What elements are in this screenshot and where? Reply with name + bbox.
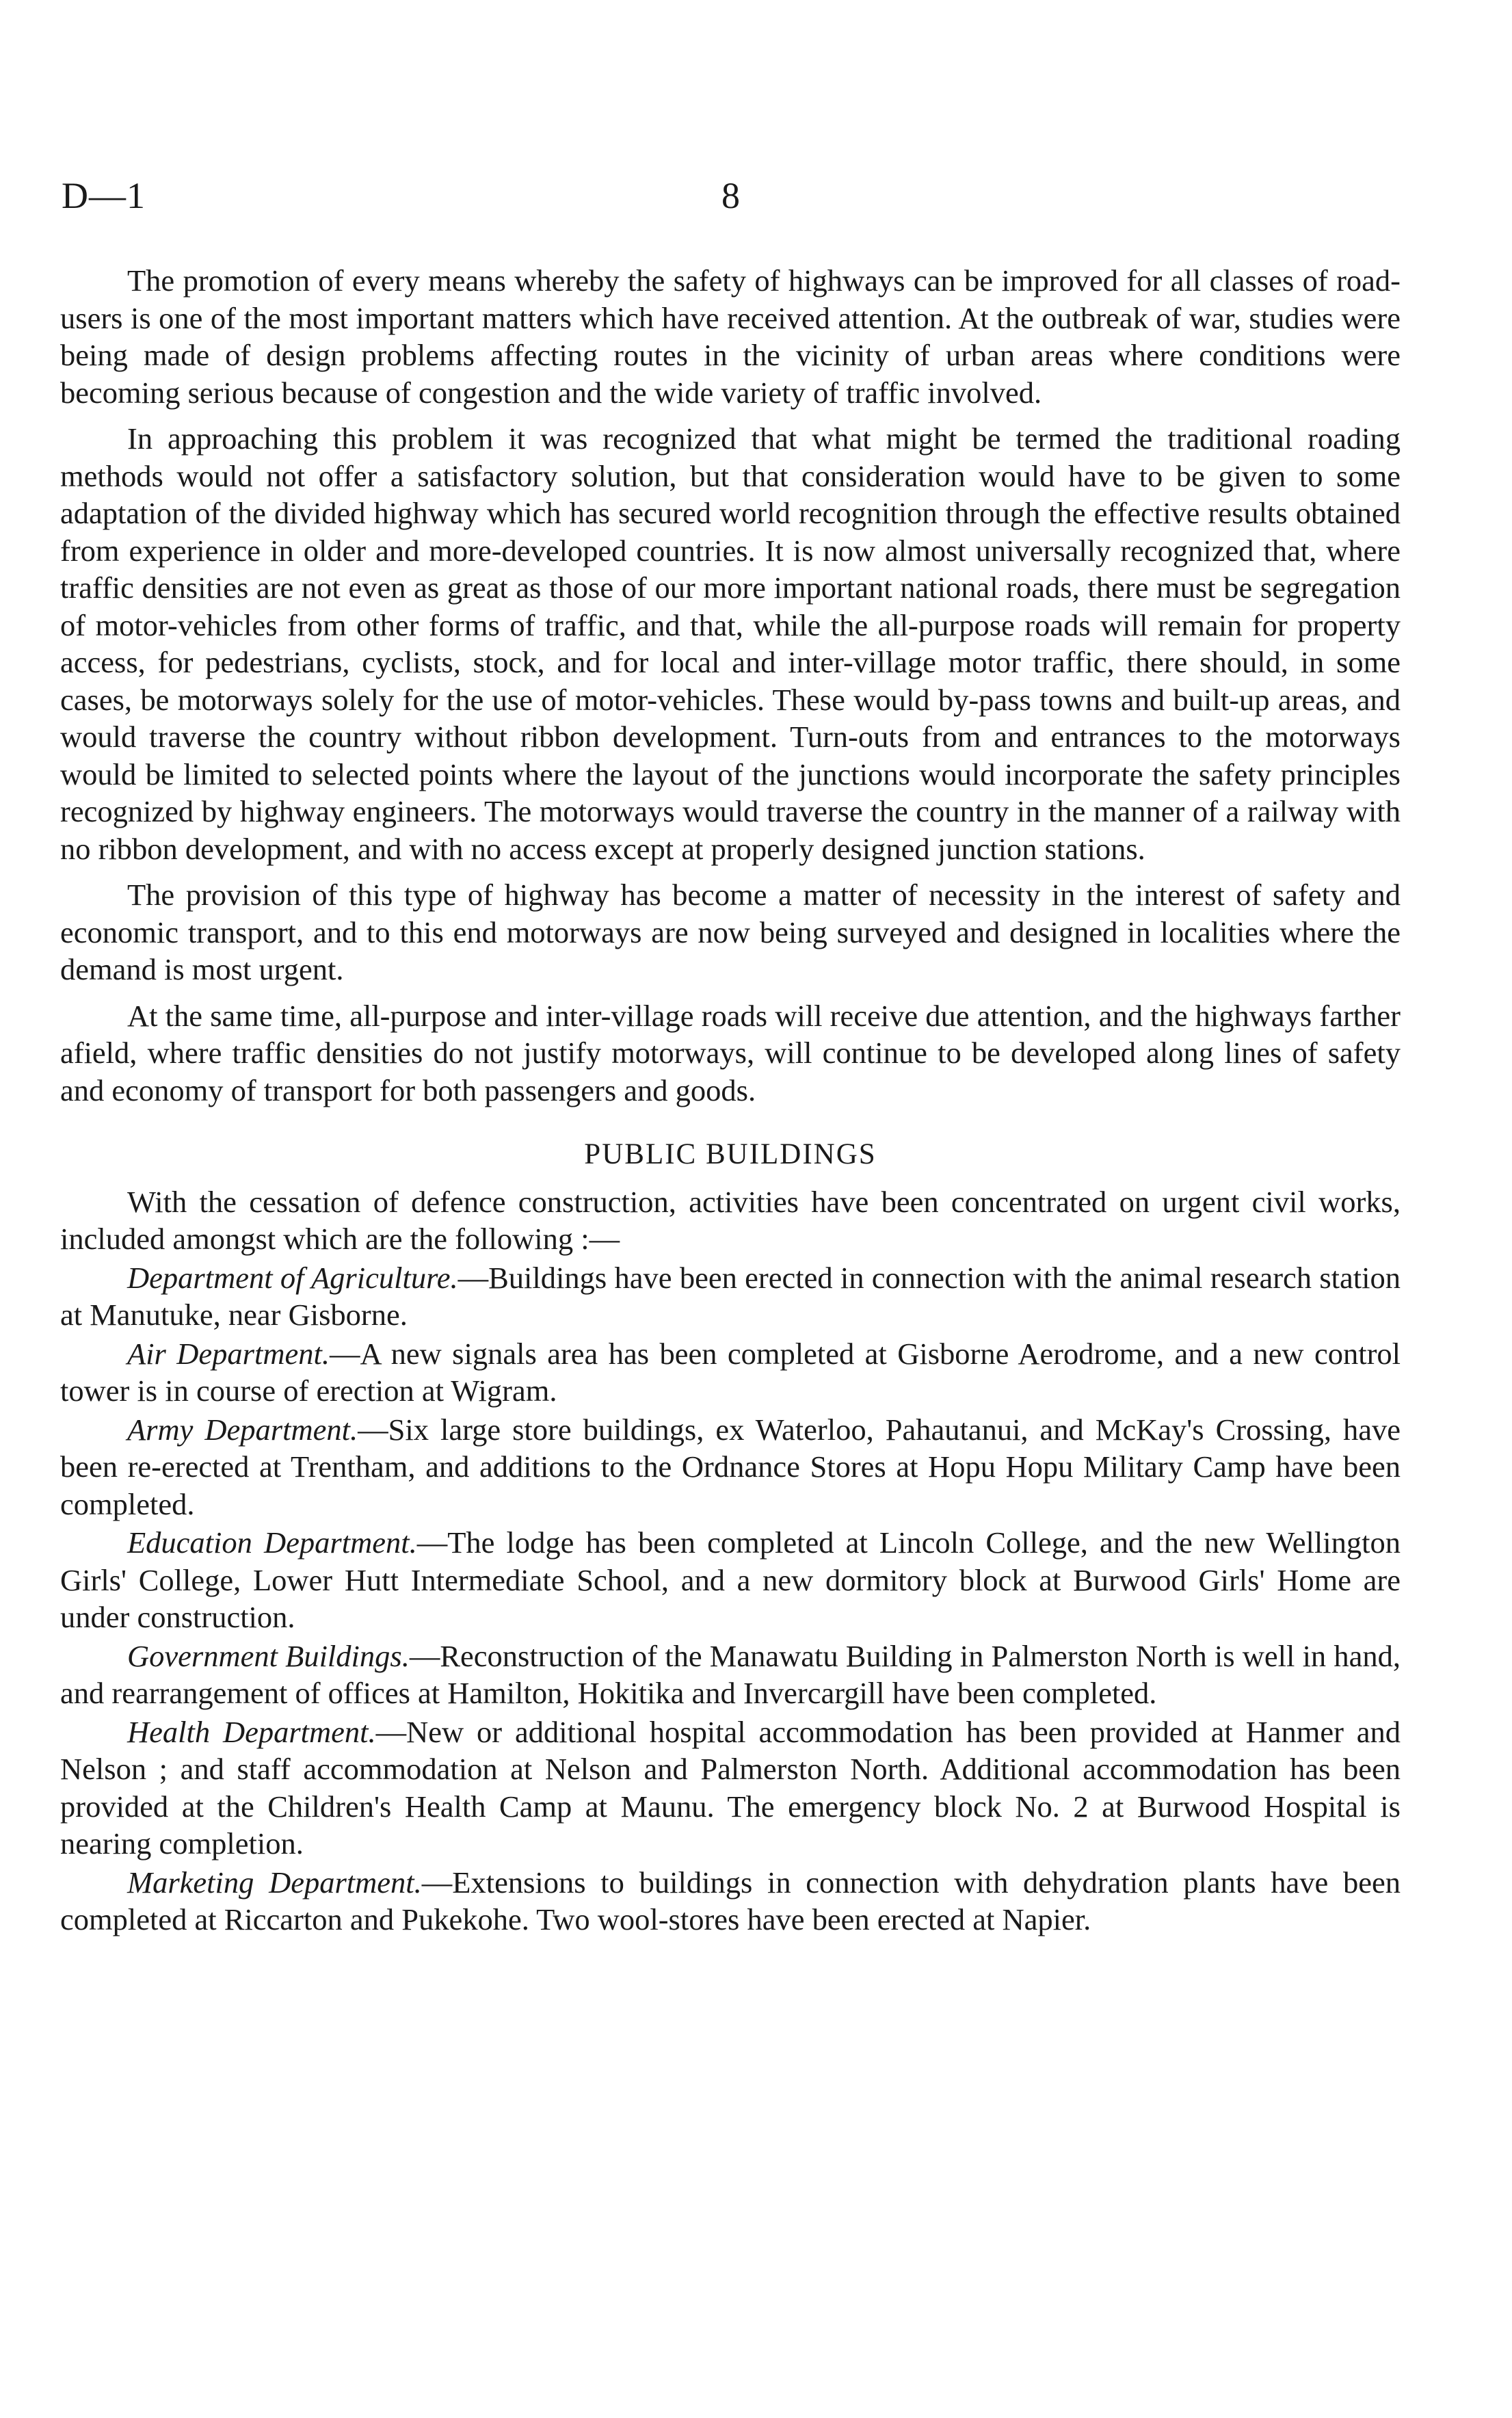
paragraph-public-buildings-intro: With the cessation of defence construction, activities have been concentrated on urgent civil works, included amongst which are the following :— bbox=[60, 1184, 1401, 1256]
paragraph-highway-provision: The provision of this type of highway has become a matter of necessity in the interest of safety and economic transport, and to this end motorways are now being surveyed and designed in localities where the demand is most urgent. bbox=[60, 878, 1401, 986]
paragraph-motorways: In approaching this problem it was recognized that what might be termed the traditional roading methods would not offer a satisfactory solution, but that consideration would have to be given to some adaptation of the divided highway which has secured world recognition through the effective results obtained from experience in older and more-developed countries. It is now almost universally recognized that, where traffic densities are not even as great as those of our more important national roads, there must be segregation of motor-vehicles from other forms of traffic, and that, while the all-purpose roads will remain for property access, for pedestrians, cyclists, stock, and for local and inter-village motor traffic, there should, in some cases, be motorways solely for the use of motor-vehicles. These would by-pass towns and built-up areas, and would traverse the country without ribbon development. Turn-outs from and entrances to the motorways would be limited to selected points where the layout of the junctions would incorporate the safety principles recognized by highway engineers. The motorways would traverse the country in the manner of a railway with no ribbon development, and with no access except at properly designed junction stations. bbox=[60, 421, 1401, 866]
dept-entry-health bbox=[60, 1713, 1401, 1863]
document-code: D—1 bbox=[62, 175, 146, 216]
dept-name: Government Buildings. bbox=[127, 1638, 410, 1673]
dept-entry-army bbox=[60, 1411, 1401, 1523]
dept-text: —Extensions to buildings in connection with dehydration plants have been completed at Riccarton and Pukekohe. Two wool-stores have been erected at Napier. bbox=[60, 1865, 1401, 1936]
dept-name: Department of Agriculture. bbox=[127, 1260, 458, 1295]
dept-entry-education bbox=[60, 1524, 1401, 1636]
dept-name: Army Department. bbox=[127, 1412, 358, 1447]
page-header bbox=[62, 174, 1450, 229]
dept-text: —Reconstruction of the Manawatu Building in Palmerston North is well in hand, and rearrangement of offices at Hamilton, Hokitika and Invercargill have been completed. bbox=[60, 1638, 1401, 1710]
dept-text: —A new signals area has been completed at Gisborne Aerodrome, and a new control tower is in course of erection at Wigram. bbox=[60, 1336, 1401, 1408]
dept-text: —Buildings have been erected in connection with the animal research station at Manutuke, near Gisborne. bbox=[60, 1260, 1401, 1332]
page-number: 8 bbox=[721, 175, 740, 216]
dept-name: Air Department. bbox=[127, 1336, 330, 1371]
dept-name: Health Department. bbox=[127, 1714, 376, 1749]
body-text bbox=[60, 262, 1401, 1940]
paragraph-all-purpose-roads: At the same time, all-purpose and inter-village roads will receive due attention, and the highways farther afield, where traffic densities do not justify motorways, will continue to be developed along lines of safety and economy of transport for both passengers and goods. bbox=[60, 998, 1401, 1107]
paragraph-road-safety: The promotion of every means whereby the safety of highways can be improved for all classes of road-users is one of the most important matters which have received attention. At the outbreak of war, studies were being made of design problems affecting routes in the vicinity of urban areas where conditions were becoming serious because of congestion and the wide variety of traffic involved. bbox=[60, 263, 1401, 410]
dept-entry-air bbox=[60, 1335, 1401, 1410]
dept-text: —Six large store buildings, ex Waterloo, Pahautanui, and McKay's Crossing, have been re-erected at Trentham, and additions to the Ordnance Stores at Hopu Hopu Military Camp have been completed. bbox=[60, 1412, 1401, 1521]
dept-entry-government-buildings bbox=[60, 1638, 1401, 1712]
dept-text: —New or additional hospital accommodation has been provided at Hanmer and Nelson ; and staff accommodation at Nelson and Palmerston North. Additional accommodation has been provided at the Children's Health Camp at Maunu. The emergency block No. 2 at Burwood Hospital is nearing completion. bbox=[60, 1714, 1401, 1861]
section-heading-public-buildings: PUBLIC BUILDINGS bbox=[584, 1138, 877, 1170]
dept-text: —The lodge has been completed at Lincoln College, and the new Wellington Girls' College, Lower Hutt Intermediate School, and a new dormitory block at Burwood Girls' Home are under construction. bbox=[60, 1525, 1401, 1634]
dept-name: Education Department. bbox=[127, 1525, 417, 1560]
dept-name: Marketing Department. bbox=[127, 1865, 422, 1900]
dept-entry-marketing bbox=[60, 1864, 1401, 1939]
dept-entry-agriculture bbox=[60, 1259, 1401, 1334]
